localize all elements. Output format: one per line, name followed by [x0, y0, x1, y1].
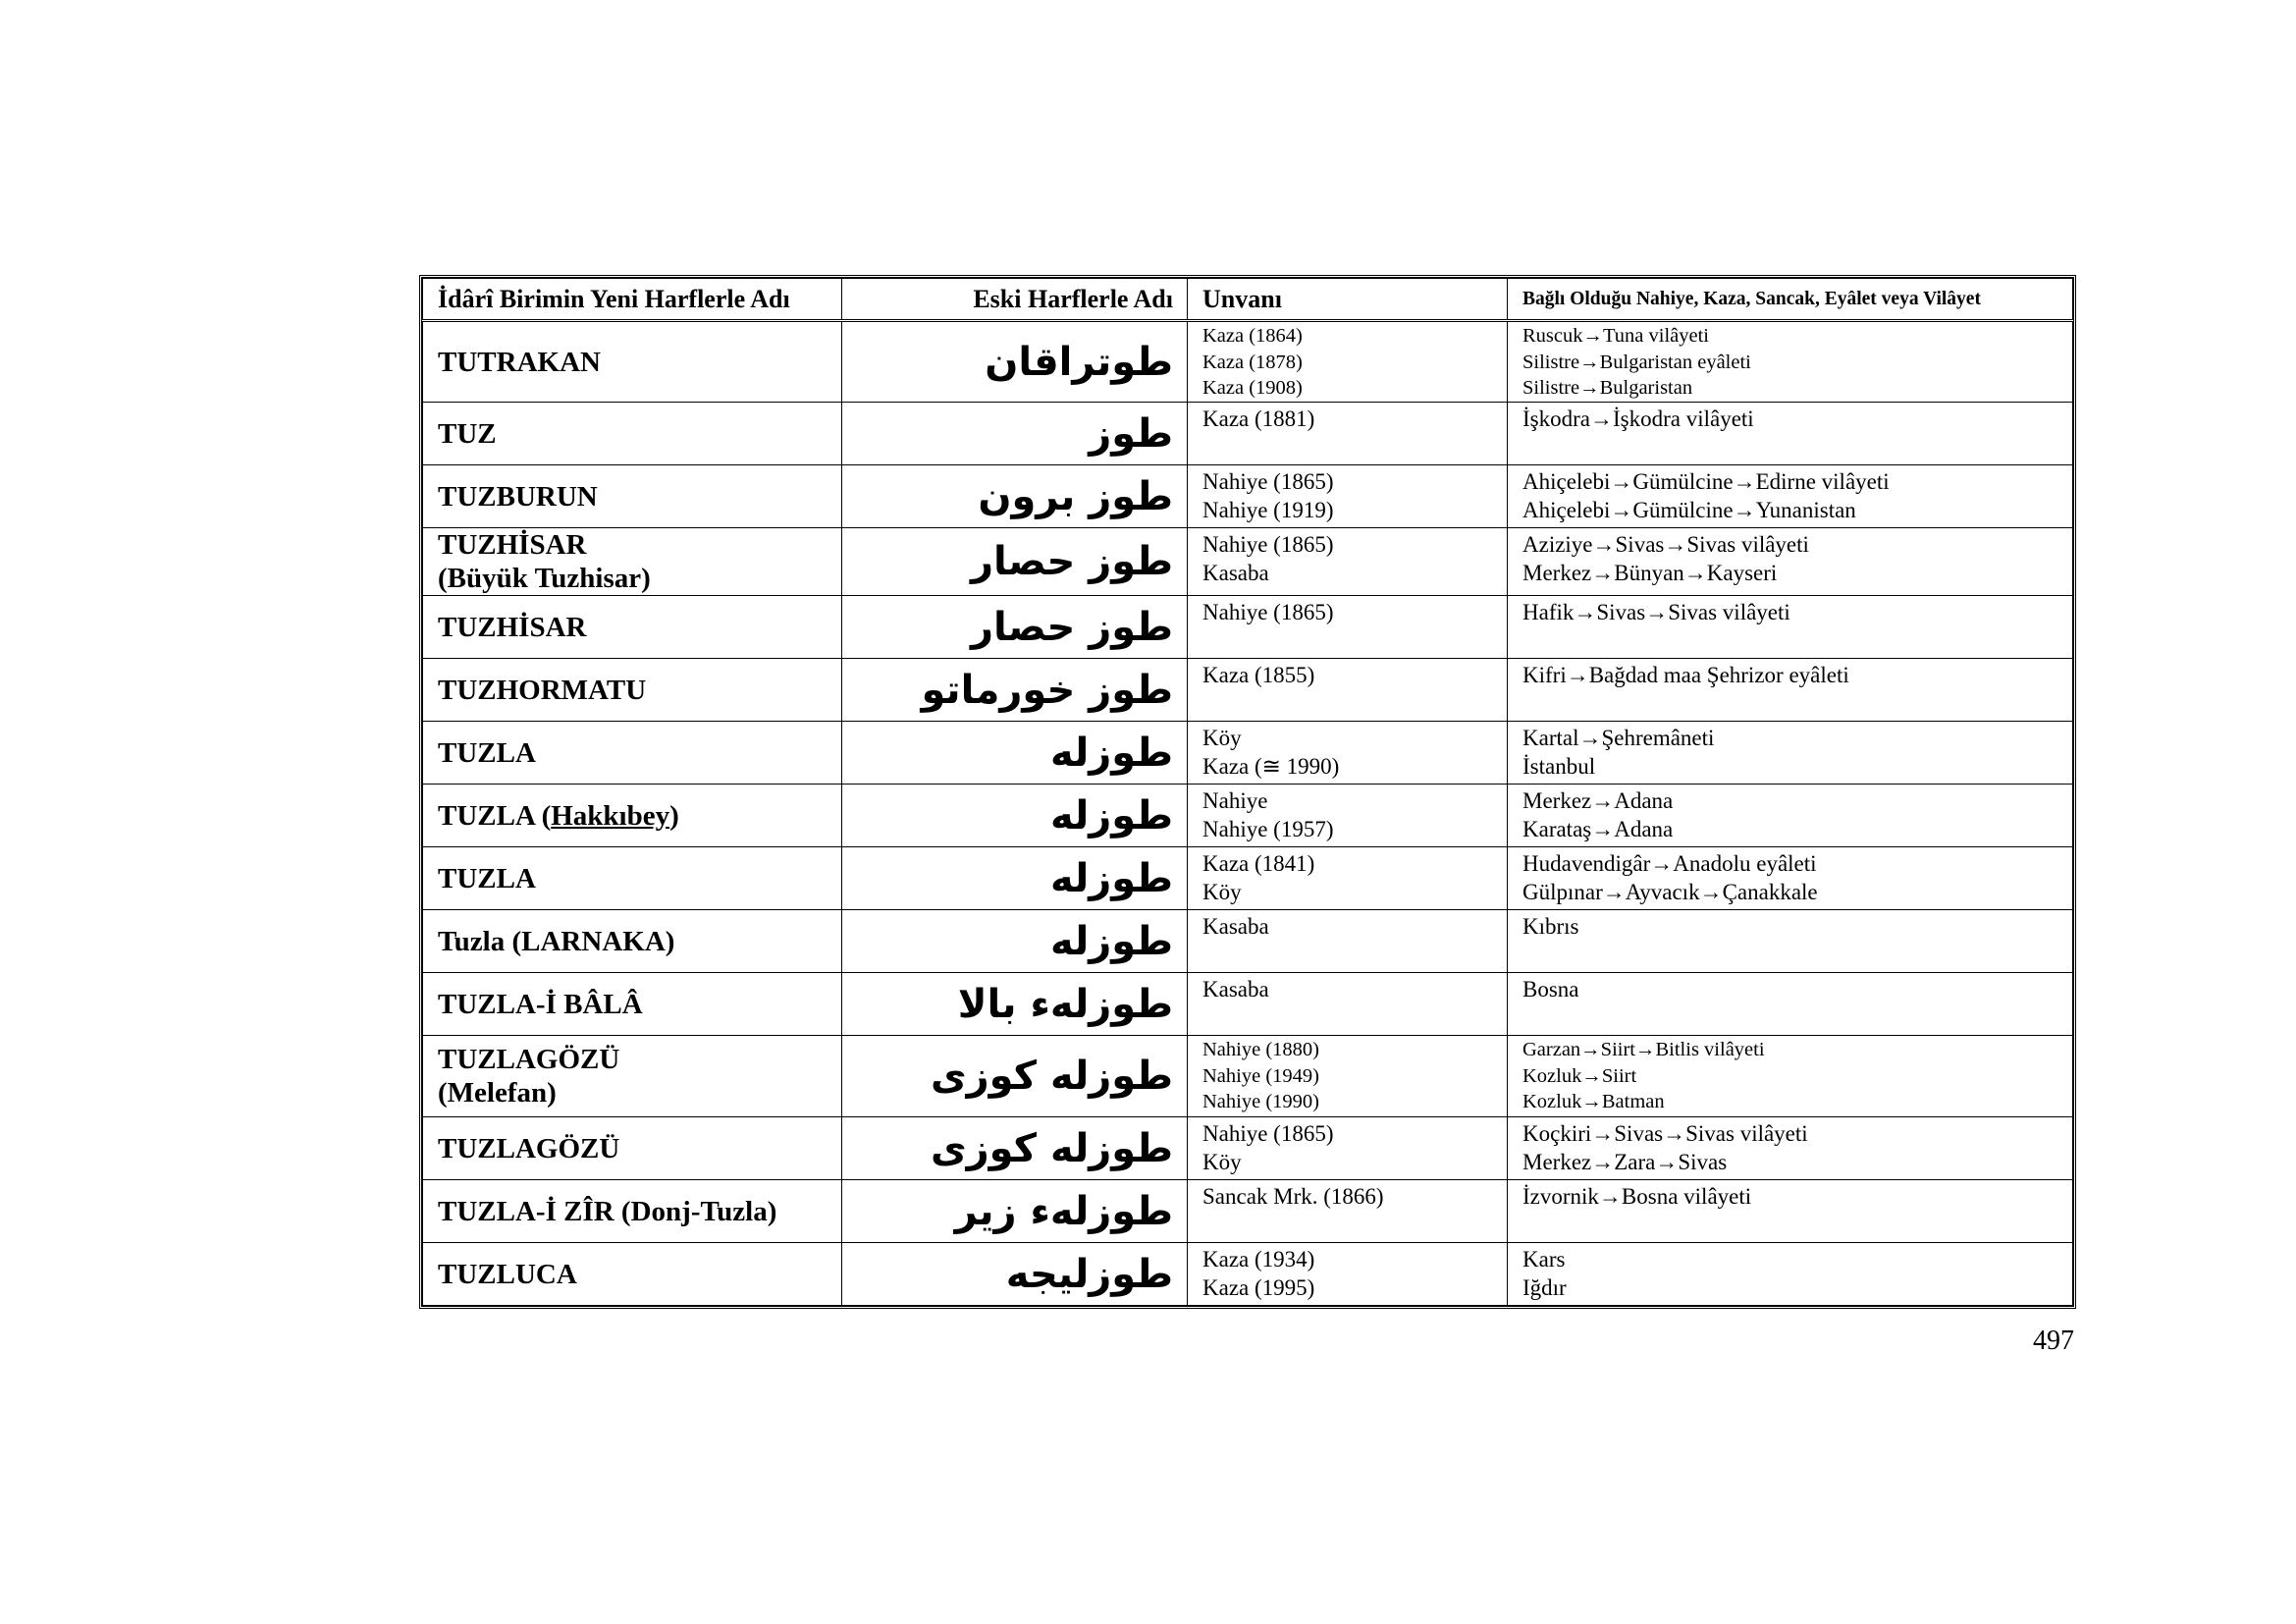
rank-line: Kasaba: [1202, 914, 1269, 939]
cell-old-name: [842, 321, 1188, 403]
cell-new-name: [423, 1117, 842, 1180]
cell-affiliation: [1508, 321, 2073, 403]
rank-line: Nahiye (1880): [1202, 1039, 1319, 1060]
unit-name: TUZHİSAR: [438, 611, 587, 643]
table-row: [423, 910, 2073, 973]
unit-name: TUZLA: [438, 736, 536, 769]
cell-rank: [1188, 321, 1508, 403]
unit-name: TUZHORMATU: [438, 674, 647, 706]
cell-affiliation: [1508, 785, 2073, 847]
affiliation-line: Karataş→Adana: [1522, 817, 1674, 841]
affiliation-line: Kars: [1522, 1247, 1566, 1272]
cell-old-name: [842, 1180, 1188, 1243]
affiliation-line: İzvornik→Bosna vilâyeti: [1522, 1184, 1752, 1209]
admin-units-table: [422, 278, 2073, 1306]
cell-new-name: [423, 722, 842, 785]
ottoman-script-name: طوز برون: [978, 473, 1173, 519]
rank-line: Kaza (1934): [1202, 1247, 1315, 1272]
ottoman-script-name: طوزله: [1049, 792, 1173, 839]
cell-new-name: [423, 596, 842, 659]
ottoman-script-name: طوزله: [1049, 855, 1173, 901]
rank-line: Nahiye (1957): [1202, 817, 1334, 841]
cell-old-name: [842, 659, 1188, 722]
cell-rank: [1188, 528, 1508, 596]
rank-line: Köy: [1202, 1150, 1242, 1174]
rank-line: Nahiye (1949): [1202, 1064, 1319, 1087]
affiliation-line: Merkez→Zara→Sivas: [1522, 1150, 1728, 1174]
unit-name: TUZLUCA: [438, 1258, 577, 1290]
affiliation-line: Bosna: [1522, 977, 1579, 1001]
cell-rank: [1188, 910, 1508, 973]
cell-old-name: [842, 910, 1188, 973]
rank-line: Köy: [1202, 880, 1242, 904]
affiliation-line: Gülpınar→Ayvacık→Çanakkale: [1522, 880, 1818, 904]
unit-name: TUZLA-İ BÂLÂ: [438, 988, 643, 1020]
cell-old-name: [842, 722, 1188, 785]
affiliation-line: Kozluk→Batman: [1522, 1091, 1665, 1112]
cell-old-name: [842, 785, 1188, 847]
cell-old-name: [842, 596, 1188, 659]
cell-affiliation: [1508, 596, 2073, 659]
affiliation-line: Merkez→Adana: [1522, 788, 1674, 813]
table-row: [423, 659, 2073, 722]
rank-line: Kaza (1841): [1202, 851, 1315, 876]
cell-old-name: [842, 847, 1188, 910]
unit-name: TUZLA: [438, 862, 536, 894]
cell-rank: [1188, 465, 1508, 528]
affiliation-line: Kartal→Şehremâneti: [1522, 726, 1715, 750]
affiliation-line: Kifri→Bağdad maa Şehrizor eyâleti: [1522, 663, 1849, 687]
cell-new-name: [423, 785, 842, 847]
affiliation-line: Ruscuk→Tuna vilâyeti: [1522, 325, 1710, 347]
rank-line: Kaza (1855): [1202, 663, 1315, 687]
cell-old-name: [842, 465, 1188, 528]
affiliation-line: Ahiçelebi→Gümülcine→Edirne vilâyeti: [1522, 469, 1890, 494]
cell-new-name: [423, 1243, 842, 1306]
cell-rank: [1188, 659, 1508, 722]
cell-old-name: [842, 1117, 1188, 1180]
affiliation-line: Hudavendigâr→Anadolu eyâleti: [1522, 851, 1817, 876]
unit-name-end: ): [669, 799, 679, 832]
unit-name: TUZLA (: [438, 799, 552, 832]
ottoman-script-name: طوزليجه: [1005, 1251, 1173, 1297]
unit-name: Tuzla (LARNAKA): [438, 925, 675, 957]
ottoman-script-name: طوتراقان: [985, 339, 1173, 385]
cell-new-name: [423, 321, 842, 403]
table-row: [423, 465, 2073, 528]
ottoman-script-name: طوزلهء زير: [954, 1188, 1173, 1234]
affiliation-line: Ahiçelebi→Gümülcine→Yunanistan: [1522, 498, 1856, 522]
header-old-name: Eski Harflerle Adı: [842, 279, 1188, 321]
unit-name: TUZLAGÖZÜ: [438, 1132, 620, 1164]
header-rank: Unvanı: [1188, 279, 1508, 321]
cell-affiliation: [1508, 659, 2073, 722]
rank-line: Kasaba: [1202, 977, 1269, 1001]
ottoman-script-name: طوزله: [1049, 918, 1173, 964]
unit-name: TUZ: [438, 417, 497, 450]
affiliation-line: Koçkiri→Sivas→Sivas vilâyeti: [1522, 1121, 1808, 1146]
table-row: [423, 321, 2073, 403]
table-row: [423, 722, 2073, 785]
cell-affiliation: [1508, 465, 2073, 528]
cell-new-name: [423, 973, 842, 1036]
header-new-name: İdârî Birimin Yeni Harflerle Adı: [423, 279, 842, 321]
cell-affiliation: [1508, 528, 2073, 596]
unit-name: TUZLA-İ ZÎR (Donj-Tuzla): [438, 1195, 777, 1227]
affiliation-line: Kıbrıs: [1522, 914, 1579, 939]
table-row: [423, 528, 2073, 596]
table-row: [423, 1117, 2073, 1180]
cell-rank: [1188, 1243, 1508, 1306]
table-row: [423, 596, 2073, 659]
ottoman-script-name: طوز: [1089, 410, 1173, 457]
rank-line: Kaza (1878): [1202, 351, 1303, 373]
cell-rank: [1188, 722, 1508, 785]
rank-line: Kaza (≅ 1990): [1202, 754, 1340, 779]
table-header-row: [423, 279, 2073, 321]
table-row: [423, 973, 2073, 1036]
cell-new-name: [423, 465, 842, 528]
cell-rank: [1188, 785, 1508, 847]
affiliation-line: İstanbul: [1522, 754, 1596, 779]
cell-affiliation: [1508, 1243, 2073, 1306]
unit-name: TUZLAGÖZÜ: [438, 1044, 620, 1075]
ottoman-script-name: طوزله كوزى: [930, 1054, 1173, 1099]
cell-old-name: [842, 1243, 1188, 1306]
unit-name: TUTRAKAN: [438, 346, 601, 378]
cell-rank: [1188, 596, 1508, 659]
ottoman-script-name: طوز حصار: [971, 604, 1173, 650]
table-row: [423, 1180, 2073, 1243]
unit-name: TUZBURUN: [438, 480, 598, 513]
table-row: [423, 847, 2073, 910]
affiliation-line: Silistre→Bulgaristan eyâleti: [1522, 351, 1751, 373]
unit-name-subtitle: (Melefan): [438, 1077, 557, 1109]
cell-affiliation: [1508, 1117, 2073, 1180]
ottoman-script-name: طوزله: [1049, 730, 1173, 776]
cell-new-name: [423, 847, 842, 910]
affiliation-line: Silistre→Bulgaristan: [1522, 377, 1693, 399]
admin-units-table-frame: [419, 275, 2076, 1309]
unit-name-subtitle: (Büyük Tuzhisar): [438, 563, 651, 594]
cell-rank: [1188, 1036, 1508, 1117]
cell-new-name: [423, 659, 842, 722]
cell-new-name: [423, 528, 842, 596]
unit-name-underlined: Hakkıbey: [551, 799, 670, 832]
ottoman-script-name: طوزله كوزى: [930, 1125, 1173, 1171]
affiliation-line: İşkodra→İşkodra vilâyeti: [1522, 406, 1754, 431]
cell-affiliation: [1508, 403, 2073, 465]
table-row: [423, 403, 2073, 465]
rank-line: Nahiye (1865): [1202, 1121, 1334, 1146]
rank-line: Kaza (1995): [1202, 1275, 1315, 1300]
cell-rank: [1188, 973, 1508, 1036]
cell-new-name: [423, 1180, 842, 1243]
table-row: [423, 785, 2073, 847]
rank-line: Sancak Mrk. (1866): [1202, 1184, 1384, 1209]
affiliation-line: Iğdır: [1522, 1275, 1567, 1300]
cell-new-name: [423, 1036, 842, 1117]
page-number: 497: [2033, 1326, 2074, 1356]
cell-old-name: [842, 1036, 1188, 1117]
cell-affiliation: [1508, 722, 2073, 785]
rank-line: Nahiye (1865): [1202, 532, 1334, 557]
cell-old-name: [842, 528, 1188, 596]
cell-affiliation: [1508, 973, 2073, 1036]
cell-new-name: [423, 403, 842, 465]
rank-line: Nahiye (1990): [1202, 1091, 1319, 1112]
cell-affiliation: [1508, 1036, 2073, 1117]
affiliation-line: Garzan→Siirt→Bitlis vilâyeti: [1522, 1039, 1765, 1060]
cell-rank: [1188, 403, 1508, 465]
rank-line: Kasaba: [1202, 561, 1269, 585]
rank-line: Nahiye (1865): [1202, 469, 1334, 494]
unit-name: TUZHİSAR: [438, 529, 587, 561]
cell-rank: [1188, 1117, 1508, 1180]
cell-old-name: [842, 403, 1188, 465]
table-row: [423, 1036, 2073, 1117]
rank-line: Nahiye (1919): [1202, 498, 1334, 522]
header-affiliation: Bağlı Olduğu Nahiye, Kaza, Sancak, Eyâlet veya Vilâyet: [1508, 279, 2073, 321]
cell-rank: [1188, 847, 1508, 910]
rank-line: Köy: [1202, 726, 1242, 750]
cell-old-name: [842, 973, 1188, 1036]
rank-line: Nahiye (1865): [1202, 600, 1334, 624]
affiliation-line: Merkez→Bünyan→Kayseri: [1522, 561, 1778, 585]
cell-affiliation: [1508, 1180, 2073, 1243]
ottoman-script-name: طوزلهء بالا: [957, 981, 1173, 1027]
cell-rank: [1188, 1180, 1508, 1243]
affiliation-line: Aziziye→Sivas→Sivas vilâyeti: [1522, 532, 1809, 557]
ottoman-script-name: طوز خورماتو: [921, 667, 1173, 713]
rank-line: Kaza (1881): [1202, 406, 1315, 431]
affiliation-line: Kozluk→Siirt: [1522, 1064, 1637, 1087]
rank-line: Kaza (1864): [1202, 325, 1303, 347]
cell-affiliation: [1508, 910, 2073, 973]
table-row: [423, 1243, 2073, 1306]
cell-affiliation: [1508, 847, 2073, 910]
rank-line: Nahiye: [1202, 788, 1268, 813]
cell-new-name: [423, 910, 842, 973]
affiliation-line: Hafik→Sivas→Sivas vilâyeti: [1522, 600, 1790, 624]
rank-line: Kaza (1908): [1202, 377, 1303, 399]
ottoman-script-name: طوز حصار: [971, 539, 1173, 584]
